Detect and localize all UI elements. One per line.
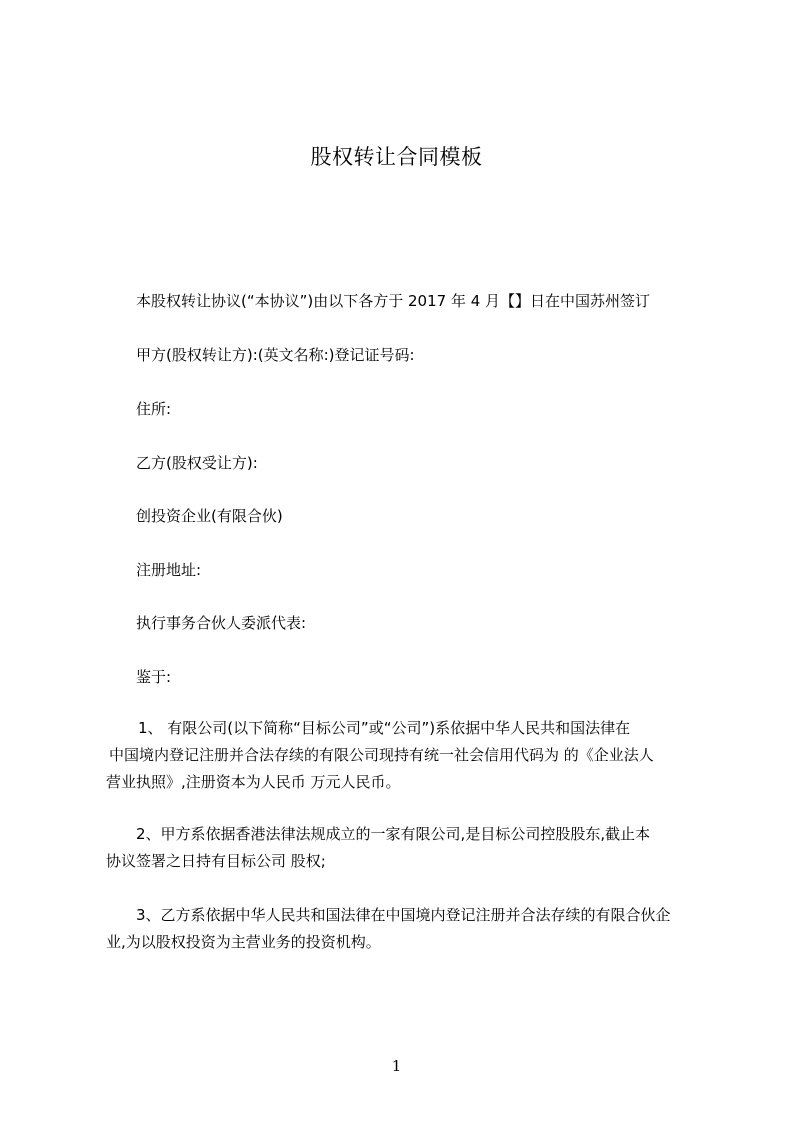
clause-2-line-1: 2、甲方系依据香港法律法规成立的一家有限公司,是目标公司控股股东,截止本 (136, 825, 651, 843)
clause-1-line-3: 营业执照》,注册资本为人民币 万元人民币。 (106, 773, 401, 791)
clause-1-line-1: 1、 有限公司(以下简称“目标公司”或“公司”)系依据中华人民共和国法律在 (138, 719, 631, 737)
intro-paragraph: 本股权转让协议(“本协议”)由以下各方于 2017 年 4 月【】日在中国苏州签订 (136, 292, 651, 310)
representative-line: 执行事务合伙人委派代表: (136, 614, 307, 632)
party-b-name-line: 创投资企业(有限合伙) (136, 507, 283, 525)
party-a-line: 甲方(股权转让方):(英文名称:)登记证号码: (136, 346, 415, 364)
clause-2-line-2: 协议签署之日持有目标公司 股权; (106, 852, 326, 870)
clause-3-line-1: 3、乙方系依据中华人民共和国法律在中国境内登记注册并合法存续的有限合伙企 (136, 906, 671, 924)
clause-3-line-2: 业,为以股权投资为主营业务的投资机构。 (106, 933, 381, 951)
whereas-heading: 鉴于: (136, 668, 172, 686)
page-number: 1 (391, 1057, 402, 1075)
clause-1-line-2: 中国境内登记注册并合法存续的有限公司现持有统一社会信用代码为 的《企业法人 (109, 746, 654, 764)
registered-address-line: 注册地址: (136, 561, 202, 579)
address-line: 住所: (136, 400, 172, 418)
party-b-line: 乙方(股权受让方): (136, 454, 258, 472)
document-title: 股权转让合同模板 (310, 145, 483, 169)
